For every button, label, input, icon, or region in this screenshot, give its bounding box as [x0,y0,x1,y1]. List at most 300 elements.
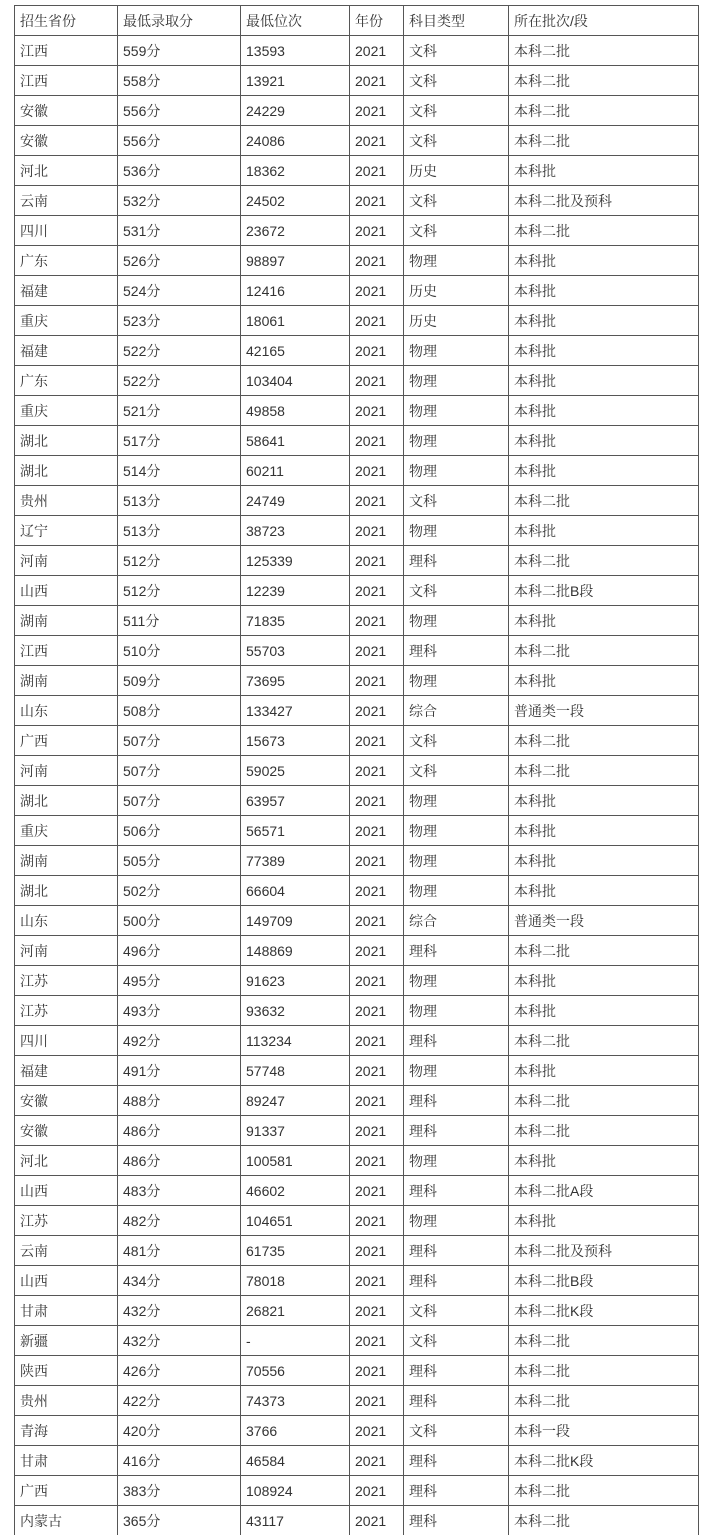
cell-subject-type: 综合 [404,906,509,936]
cell-min-score: 506分 [118,816,241,846]
cell-subject-type: 文科 [404,66,509,96]
cell-min-score: 509分 [118,666,241,696]
table-row [15,726,699,756]
cell-min-rank: 24502 [241,186,350,216]
cell-subject-type: 文科 [404,1416,509,1446]
cell-year: 2021 [350,966,404,996]
cell-year: 2021 [350,1386,404,1416]
cell-year: 2021 [350,1356,404,1386]
cell-subject-type: 理科 [404,1446,509,1476]
cell-subject-type: 物理 [404,786,509,816]
cell-province: 安徽 [15,1086,118,1116]
cell-province: 湖南 [15,666,118,696]
cell-min-rank: 23672 [241,216,350,246]
table-row [15,606,699,636]
cell-subject-type: 物理 [404,666,509,696]
cell-subject-type: 理科 [404,1236,509,1266]
cell-batch: 本科二批 [509,1326,699,1356]
cell-province: 广西 [15,1476,118,1506]
cell-min-rank: 49858 [241,396,350,426]
table-row [15,816,699,846]
cell-min-rank: 108924 [241,1476,350,1506]
table-row [15,396,699,426]
cell-min-rank: 38723 [241,516,350,546]
cell-province: 重庆 [15,396,118,426]
cell-subject-type: 理科 [404,1116,509,1146]
table-row [15,426,699,456]
cell-min-score: 522分 [118,366,241,396]
cell-subject-type: 文科 [404,216,509,246]
cell-batch: 本科批 [509,276,699,306]
cell-province: 云南 [15,186,118,216]
cell-batch: 本科二批 [509,1086,699,1116]
table-row [15,1446,699,1476]
cell-subject-type: 理科 [404,1356,509,1386]
cell-batch: 本科批 [509,876,699,906]
cell-batch: 本科批 [509,396,699,426]
cell-min-score: 559分 [118,36,241,66]
cell-year: 2021 [350,1476,404,1506]
cell-subject-type: 物理 [404,456,509,486]
cell-min-score: 500分 [118,906,241,936]
cell-min-rank: 133427 [241,696,350,726]
cell-subject-type: 文科 [404,186,509,216]
cell-batch: 普通类一段 [509,906,699,936]
cell-year: 2021 [350,1086,404,1116]
cell-batch: 本科二批 [509,936,699,966]
cell-year: 2021 [350,666,404,696]
cell-min-score: 365分 [118,1506,241,1535]
cell-min-rank: 12416 [241,276,350,306]
cell-province: 四川 [15,216,118,246]
cell-min-rank: 103404 [241,366,350,396]
cell-year: 2021 [350,426,404,456]
table-row [15,1236,699,1266]
cell-min-score: 505分 [118,846,241,876]
cell-year: 2021 [350,906,404,936]
header-row [15,6,699,36]
cell-subject-type: 物理 [404,876,509,906]
cell-year: 2021 [350,126,404,156]
table-row [15,1086,699,1116]
cell-year: 2021 [350,876,404,906]
cell-subject-type: 物理 [404,966,509,996]
cell-min-score: 558分 [118,66,241,96]
cell-min-score: 422分 [118,1386,241,1416]
cell-year: 2021 [350,756,404,786]
cell-province: 广东 [15,366,118,396]
cell-province: 安徽 [15,1116,118,1146]
cell-min-score: 507分 [118,726,241,756]
column-header-province: 招生省份 [15,6,118,36]
cell-min-score: 514分 [118,456,241,486]
cell-min-score: 432分 [118,1296,241,1326]
cell-min-rank: 74373 [241,1386,350,1416]
cell-batch: 本科批 [509,966,699,996]
cell-province: 陕西 [15,1356,118,1386]
table-row [15,846,699,876]
cell-batch: 本科批 [509,996,699,1026]
cell-province: 河南 [15,756,118,786]
cell-min-rank: 66604 [241,876,350,906]
cell-min-score: 416分 [118,1446,241,1476]
table-row [15,366,699,396]
column-header-min-score: 最低录取分 [118,6,241,36]
table-row [15,906,699,936]
cell-subject-type: 物理 [404,606,509,636]
table-row [15,66,699,96]
cell-year: 2021 [350,516,404,546]
cell-batch: 本科二批K段 [509,1296,699,1326]
cell-province: 江苏 [15,996,118,1026]
cell-min-rank: 3766 [241,1416,350,1446]
cell-province: 湖南 [15,846,118,876]
cell-batch: 本科批 [509,786,699,816]
cell-min-score: 507分 [118,756,241,786]
cell-batch: 本科批 [509,606,699,636]
table-row [15,486,699,516]
cell-batch: 本科二批及预科 [509,1236,699,1266]
table-row [15,1206,699,1236]
cell-min-rank: 60211 [241,456,350,486]
cell-min-score: 432分 [118,1326,241,1356]
cell-min-rank: 24229 [241,96,350,126]
table-row [15,306,699,336]
table-row [15,1116,699,1146]
table-row [15,696,699,726]
cell-year: 2021 [350,1146,404,1176]
cell-min-rank: 113234 [241,1026,350,1056]
table-row [15,246,699,276]
cell-province: 湖南 [15,606,118,636]
cell-year: 2021 [350,996,404,1026]
cell-province: 山东 [15,906,118,936]
cell-min-score: 526分 [118,246,241,276]
cell-year: 2021 [350,66,404,96]
cell-batch: 本科二批 [509,1506,699,1535]
cell-subject-type: 物理 [404,516,509,546]
cell-subject-type: 物理 [404,246,509,276]
cell-min-rank: 100581 [241,1146,350,1176]
cell-min-rank: 12239 [241,576,350,606]
cell-batch: 本科二批 [509,66,699,96]
cell-province: 云南 [15,1236,118,1266]
cell-subject-type: 文科 [404,1296,509,1326]
cell-min-rank: 58641 [241,426,350,456]
cell-year: 2021 [350,786,404,816]
cell-year: 2021 [350,576,404,606]
cell-province: 湖北 [15,876,118,906]
cell-min-rank: 59025 [241,756,350,786]
cell-min-score: 512分 [118,576,241,606]
cell-province: 四川 [15,1026,118,1056]
table-row [15,1386,699,1416]
cell-year: 2021 [350,726,404,756]
cell-min-score: 507分 [118,786,241,816]
cell-year: 2021 [350,1296,404,1326]
cell-min-score: 513分 [118,486,241,516]
cell-province: 河南 [15,936,118,966]
cell-subject-type: 物理 [404,1146,509,1176]
cell-batch: 本科批 [509,426,699,456]
cell-year: 2021 [350,1416,404,1446]
cell-min-rank: 13593 [241,36,350,66]
cell-year: 2021 [350,396,404,426]
cell-subject-type: 理科 [404,1086,509,1116]
cell-min-rank: 24749 [241,486,350,516]
cell-min-rank: 55703 [241,636,350,666]
cell-min-score: 434分 [118,1266,241,1296]
cell-min-rank: 46602 [241,1176,350,1206]
cell-min-score: 524分 [118,276,241,306]
cell-year: 2021 [350,546,404,576]
table-row [15,36,699,66]
cell-min-score: 513分 [118,516,241,546]
cell-province: 湖北 [15,786,118,816]
table-row [15,1266,699,1296]
cell-min-rank: 149709 [241,906,350,936]
cell-min-score: 502分 [118,876,241,906]
cell-year: 2021 [350,456,404,486]
cell-batch: 本科二批 [509,1386,699,1416]
table-row [15,756,699,786]
cell-province: 内蒙古 [15,1506,118,1535]
cell-year: 2021 [350,246,404,276]
cell-subject-type: 文科 [404,126,509,156]
cell-batch: 本科批 [509,456,699,486]
cell-year: 2021 [350,96,404,126]
cell-province: 湖北 [15,456,118,486]
column-header-min-rank: 最低位次 [241,6,350,36]
cell-batch: 本科批 [509,306,699,336]
cell-min-score: 483分 [118,1176,241,1206]
cell-subject-type: 物理 [404,816,509,846]
cell-batch: 本科二批B段 [509,1266,699,1296]
cell-min-score: 510分 [118,636,241,666]
cell-batch: 本科二批K段 [509,1446,699,1476]
cell-subject-type: 历史 [404,276,509,306]
cell-batch: 本科批 [509,516,699,546]
cell-batch: 本科二批 [509,96,699,126]
cell-year: 2021 [350,1056,404,1086]
cell-min-rank: 26821 [241,1296,350,1326]
cell-province: 山西 [15,1176,118,1206]
cell-province: 安徽 [15,96,118,126]
table-row [15,876,699,906]
cell-batch: 本科二批 [509,1116,699,1146]
cell-subject-type: 文科 [404,1326,509,1356]
cell-min-score: 517分 [118,426,241,456]
cell-subject-type: 理科 [404,1266,509,1296]
cell-subject-type: 物理 [404,336,509,366]
cell-year: 2021 [350,936,404,966]
table-row [15,936,699,966]
table-row [15,276,699,306]
table-row [15,966,699,996]
cell-province: 河南 [15,546,118,576]
cell-min-score: 495分 [118,966,241,996]
cell-min-rank: 18061 [241,306,350,336]
cell-batch: 本科批 [509,336,699,366]
cell-subject-type: 理科 [404,1176,509,1206]
cell-min-rank: 98897 [241,246,350,276]
cell-subject-type: 物理 [404,426,509,456]
cell-min-rank: 42165 [241,336,350,366]
cell-min-score: 556分 [118,126,241,156]
cell-province: 河北 [15,156,118,186]
cell-province: 山西 [15,1266,118,1296]
cell-province: 江西 [15,66,118,96]
cell-batch: 本科批 [509,816,699,846]
cell-subject-type: 物理 [404,996,509,1026]
cell-year: 2021 [350,1506,404,1535]
cell-batch: 本科二批及预科 [509,186,699,216]
column-header-subject-type: 科目类型 [404,6,509,36]
cell-province: 福建 [15,1056,118,1086]
cell-year: 2021 [350,606,404,636]
cell-min-rank: 70556 [241,1356,350,1386]
cell-year: 2021 [350,1206,404,1236]
cell-min-score: 512分 [118,546,241,576]
cell-min-score: 482分 [118,1206,241,1236]
cell-province: 广西 [15,726,118,756]
table-row [15,1476,699,1506]
cell-min-rank: 63957 [241,786,350,816]
cell-year: 2021 [350,1116,404,1146]
cell-subject-type: 理科 [404,1386,509,1416]
cell-min-score: 492分 [118,1026,241,1056]
table-row [15,1056,699,1086]
cell-batch: 本科二批 [509,126,699,156]
cell-subject-type: 物理 [404,366,509,396]
cell-batch: 普通类一段 [509,696,699,726]
cell-min-score: 522分 [118,336,241,366]
cell-subject-type: 物理 [404,1056,509,1086]
cell-province: 江西 [15,36,118,66]
cell-batch: 本科二批 [509,546,699,576]
cell-min-rank: 46584 [241,1446,350,1476]
cell-batch: 本科批 [509,156,699,186]
cell-min-rank: 24086 [241,126,350,156]
table-row [15,996,699,1026]
cell-subject-type: 文科 [404,96,509,126]
cell-batch: 本科批 [509,1206,699,1236]
cell-year: 2021 [350,336,404,366]
cell-min-rank: 18362 [241,156,350,186]
cell-subject-type: 文科 [404,486,509,516]
cell-min-score: 491分 [118,1056,241,1086]
cell-batch: 本科批 [509,1146,699,1176]
cell-min-score: 511分 [118,606,241,636]
cell-min-score: 420分 [118,1416,241,1446]
cell-province: 辽宁 [15,516,118,546]
cell-min-score: 488分 [118,1086,241,1116]
cell-min-score: 556分 [118,96,241,126]
table-row [15,1296,699,1326]
cell-min-rank: 148869 [241,936,350,966]
cell-province: 山西 [15,576,118,606]
cell-year: 2021 [350,36,404,66]
cell-subject-type: 历史 [404,156,509,186]
cell-year: 2021 [350,276,404,306]
cell-min-rank: 91623 [241,966,350,996]
cell-min-rank: 89247 [241,1086,350,1116]
cell-year: 2021 [350,696,404,726]
cell-min-rank: 15673 [241,726,350,756]
cell-min-rank: 125339 [241,546,350,576]
cell-province: 湖北 [15,426,118,456]
cell-min-score: 531分 [118,216,241,246]
table-row [15,636,699,666]
cell-min-score: 523分 [118,306,241,336]
cell-province: 新疆 [15,1326,118,1356]
cell-min-score: 481分 [118,1236,241,1266]
table-row [15,216,699,246]
cell-batch: 本科批 [509,1056,699,1086]
cell-min-rank: 61735 [241,1236,350,1266]
cell-min-score: 496分 [118,936,241,966]
cell-subject-type: 物理 [404,1206,509,1236]
table-row [15,156,699,186]
cell-subject-type: 理科 [404,1476,509,1506]
table-row [15,1026,699,1056]
table-row [15,516,699,546]
table-row [15,1326,699,1356]
cell-min-score: 486分 [118,1146,241,1176]
cell-min-score: 426分 [118,1356,241,1386]
table-row [15,786,699,816]
cell-year: 2021 [350,846,404,876]
table-row [15,1146,699,1176]
cell-year: 2021 [350,816,404,846]
cell-min-rank: 93632 [241,996,350,1026]
cell-province: 江苏 [15,1206,118,1236]
cell-batch: 本科二批 [509,216,699,246]
cell-year: 2021 [350,1176,404,1206]
cell-batch: 本科批 [509,246,699,276]
cell-batch: 本科二批 [509,726,699,756]
cell-province: 贵州 [15,1386,118,1416]
cell-year: 2021 [350,306,404,336]
cell-min-rank: 91337 [241,1116,350,1146]
cell-batch: 本科二批 [509,36,699,66]
cell-batch: 本科二批B段 [509,576,699,606]
cell-batch: 本科一段 [509,1416,699,1446]
cell-province: 河北 [15,1146,118,1176]
cell-batch: 本科批 [509,666,699,696]
cell-subject-type: 理科 [404,936,509,966]
cell-subject-type: 文科 [404,756,509,786]
cell-province: 重庆 [15,816,118,846]
cell-province: 广东 [15,246,118,276]
table-row [15,546,699,576]
cell-year: 2021 [350,636,404,666]
cell-batch: 本科二批 [509,636,699,666]
table-row [15,126,699,156]
cell-subject-type: 物理 [404,846,509,876]
cell-batch: 本科二批 [509,1356,699,1386]
cell-min-rank: 77389 [241,846,350,876]
cell-min-score: 383分 [118,1476,241,1506]
cell-min-score: 536分 [118,156,241,186]
cell-year: 2021 [350,1266,404,1296]
cell-year: 2021 [350,1326,404,1356]
cell-year: 2021 [350,366,404,396]
cell-province: 安徽 [15,126,118,156]
cell-batch: 本科批 [509,846,699,876]
cell-min-score: 521分 [118,396,241,426]
table-row [15,576,699,606]
